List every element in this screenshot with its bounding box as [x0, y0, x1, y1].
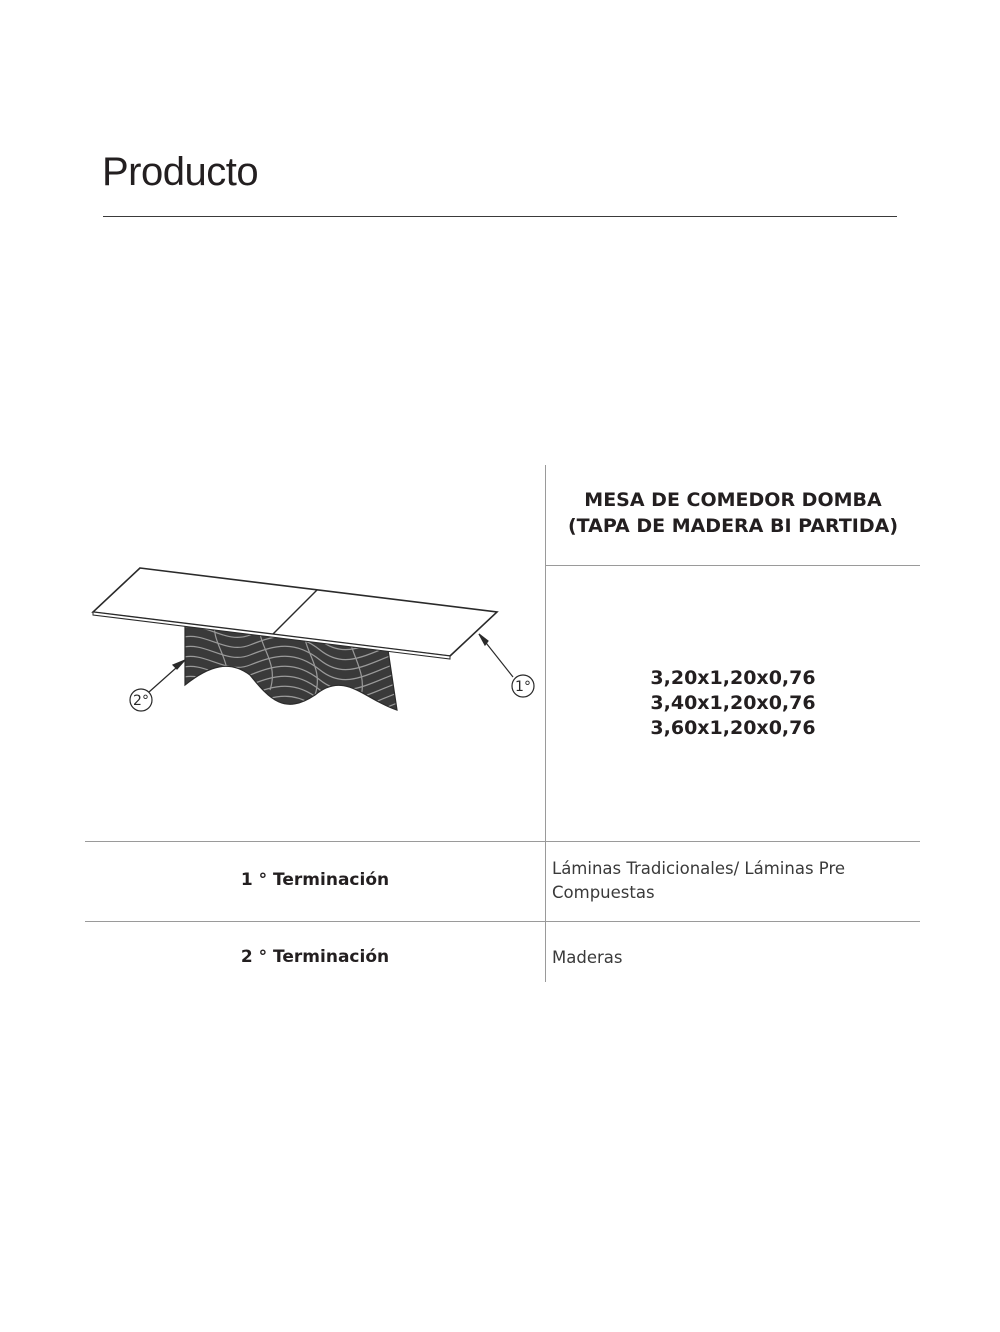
product-name	[546, 487, 920, 539]
finish-1-label: 1 ° Terminación	[240, 870, 390, 890]
table-drawing	[85, 550, 545, 720]
dimension-item: 3,60x1,20x0,76	[650, 717, 816, 739]
callout-1-label: 1°	[515, 679, 531, 695]
table-row-divider	[85, 841, 920, 842]
finish-1-value: Láminas Tradicionales/ Láminas Pre Compuestas	[552, 859, 846, 902]
finish-2-label: 2 ° Terminación	[240, 947, 390, 967]
dimension-item: 3,20x1,20x0,76	[650, 667, 816, 689]
finish-2-value: Maderas	[552, 948, 623, 967]
product-name-line-1: MESA DE COMEDOR DOMBA	[584, 489, 882, 511]
title-divider	[103, 216, 897, 217]
page-title: Producto	[102, 150, 259, 194]
product-dimensions	[546, 666, 920, 741]
table-row-divider	[546, 565, 920, 566]
product-name-line-2: (TAPA DE MADERA BI PARTIDA)	[567, 515, 899, 537]
table-row-divider	[85, 921, 920, 922]
callout-2-label: 2°	[133, 693, 149, 709]
dimension-item: 3,40x1,20x0,76	[650, 692, 816, 714]
